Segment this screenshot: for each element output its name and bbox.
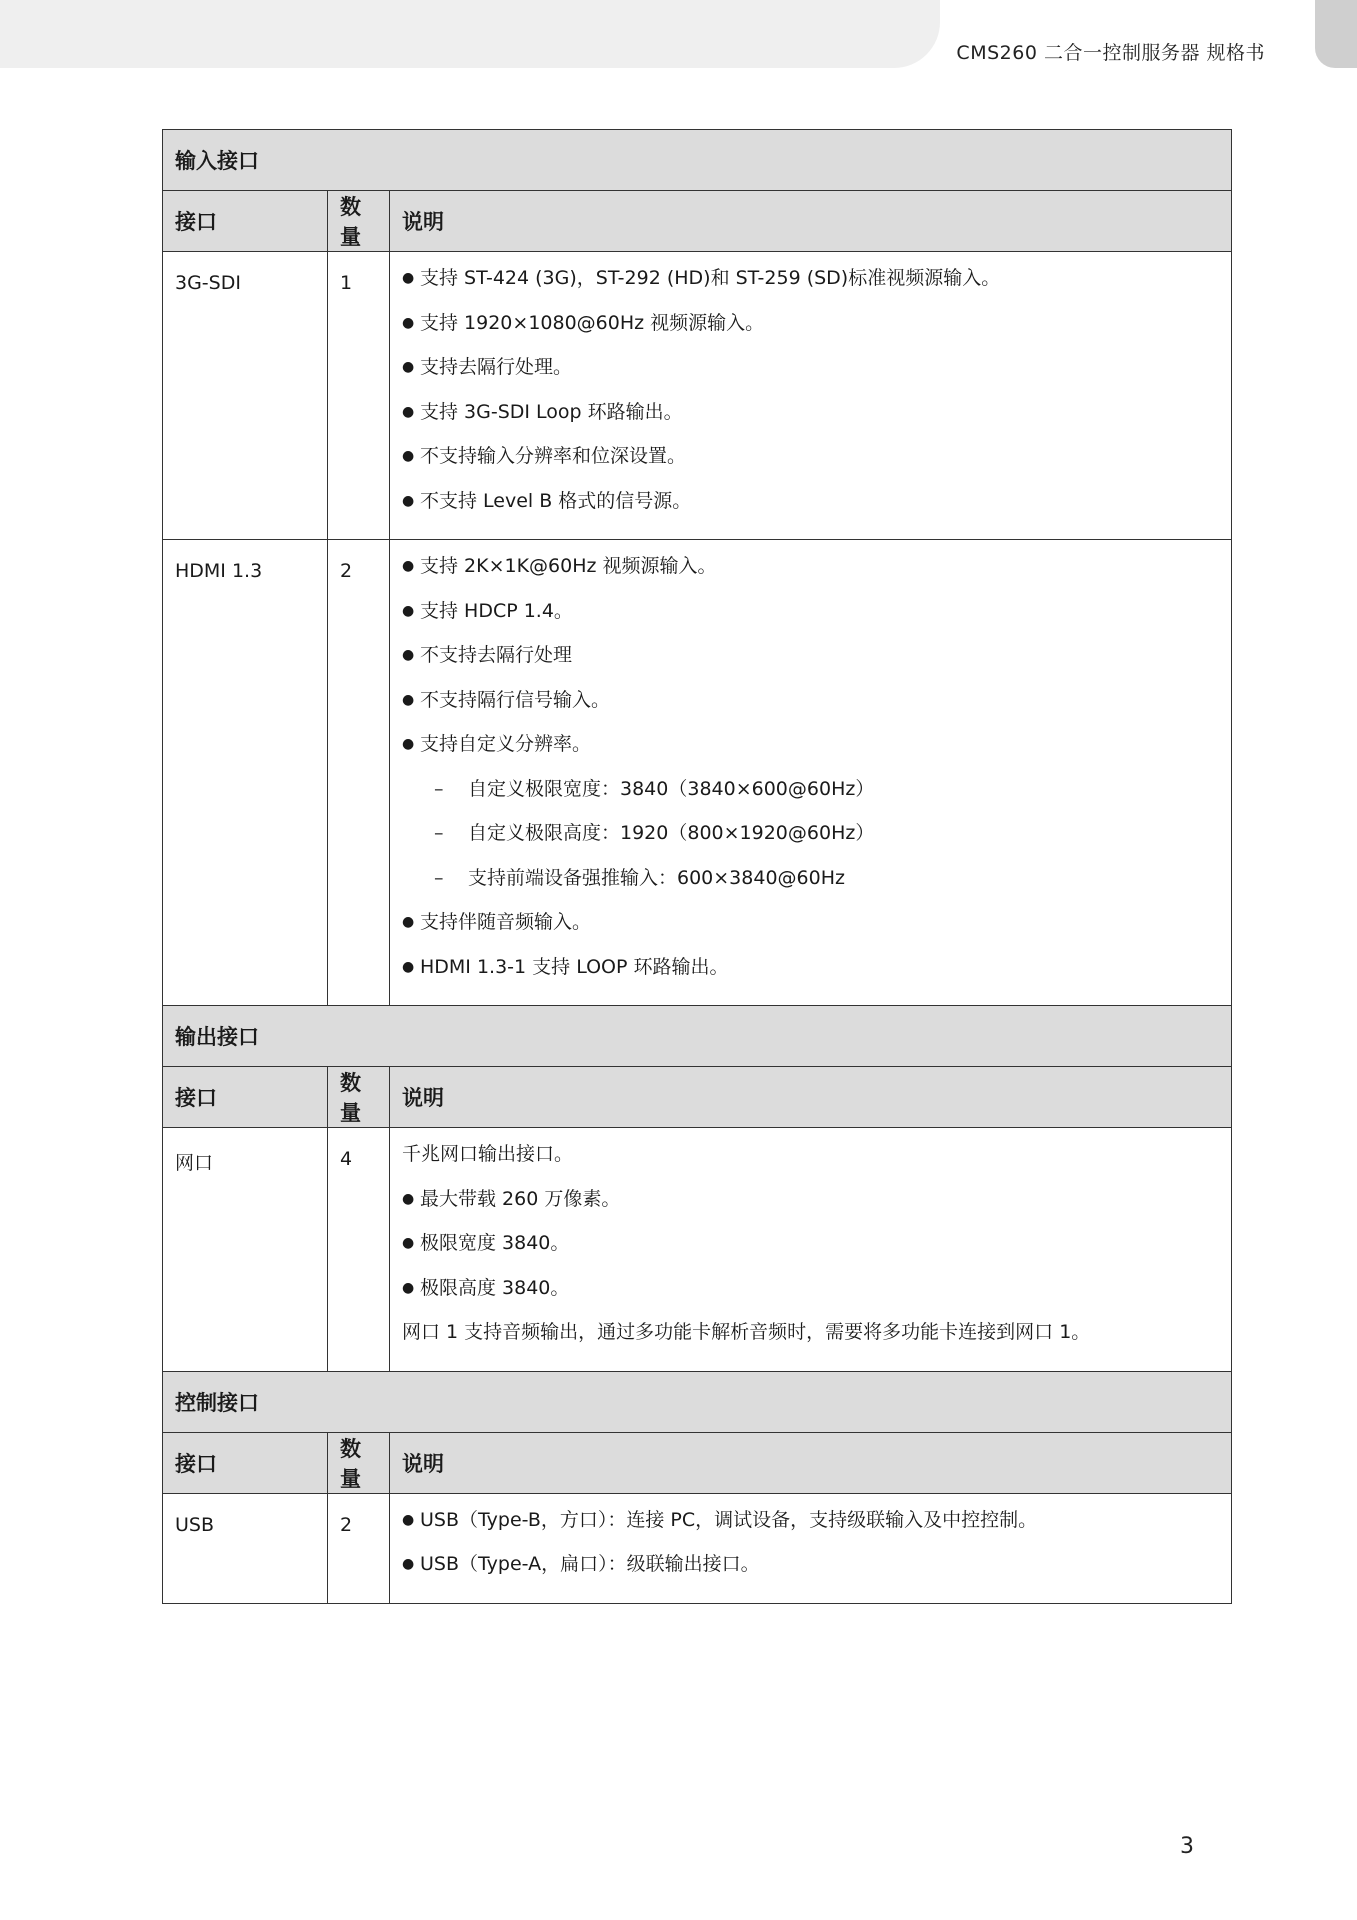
port-name: 3G-SDI xyxy=(163,252,328,540)
bullet-icon: ● xyxy=(402,1511,415,1528)
port-name: 网口 xyxy=(163,1128,328,1372)
description-text: 支持 1920×1080@60Hz 视频源输入。 xyxy=(420,311,765,334)
description-line xyxy=(402,1318,1219,1363)
description-line xyxy=(402,1140,1219,1185)
description-line xyxy=(402,353,1219,398)
description-text: 不支持 Level B 格式的信号源。 xyxy=(420,489,692,512)
bullet-icon: ● xyxy=(402,1279,415,1296)
description-text: 支持 2K×1K@60Hz 视频源输入。 xyxy=(420,555,717,577)
description-text: 网口 1 支持音频输出，通过多功能卡解析音频时，需要将多功能卡连接到网口 1。 xyxy=(402,1321,1091,1343)
description-text: 支持自定义分辨率。 xyxy=(420,733,592,755)
description-text: 自定义极限高度：1920（800×1920@60Hz） xyxy=(468,822,875,844)
description-line xyxy=(402,264,1219,309)
port-quantity: 4 xyxy=(328,1128,390,1372)
column-header-qty: 数量 xyxy=(328,191,390,252)
port-description xyxy=(390,1493,1232,1603)
description-line xyxy=(402,1274,1219,1319)
table-row xyxy=(163,1493,1232,1603)
section-header-row xyxy=(163,1371,1232,1432)
description-text: 支持 3G-SDI Loop 环路输出。 xyxy=(420,400,683,423)
bullet-icon: ● xyxy=(402,1556,415,1572)
port-quantity: 2 xyxy=(328,540,390,1006)
description-line xyxy=(402,442,1219,487)
description-line xyxy=(402,819,1219,864)
bullet-icon: ● xyxy=(402,914,415,930)
description-text: 支持去隔行处理。 xyxy=(420,356,573,378)
description-line xyxy=(402,398,1219,443)
column-header-row xyxy=(163,1432,1232,1493)
description-text: 最大带载 260 万像素。 xyxy=(420,1187,621,1210)
description-text: 支持前端设备强推输入：600×3840@60Hz xyxy=(468,866,845,889)
description-text: 不支持去隔行处理 xyxy=(420,644,573,666)
bullet-icon: ● xyxy=(402,403,415,420)
bullet-icon: ● xyxy=(402,736,415,752)
spec-table xyxy=(162,129,1232,1604)
table-row xyxy=(163,1128,1232,1372)
port-description xyxy=(390,1128,1232,1372)
description-line xyxy=(402,487,1219,532)
bullet-icon: ● xyxy=(402,647,415,663)
description-text: USB（Type-A，扁口）：级联输出接口。 xyxy=(420,1553,760,1575)
description-line xyxy=(402,309,1219,354)
description-line xyxy=(402,908,1219,953)
description-line xyxy=(402,552,1219,597)
description-text: 支持 ST-424 (3G)，ST-292 (HD)和 ST-259 (SD)标准视频源输入。 xyxy=(420,267,1001,289)
bullet-icon: ● xyxy=(402,691,415,708)
bullet-icon: ● xyxy=(402,492,415,509)
description-line xyxy=(402,597,1219,642)
column-header-port: 接口 xyxy=(163,1067,328,1128)
section-title: 输出接口 xyxy=(163,1006,1232,1067)
bullet-icon: ● xyxy=(402,359,415,375)
bullet-icon: ● xyxy=(402,270,415,286)
description-line xyxy=(402,1506,1219,1551)
port-quantity: 2 xyxy=(328,1493,390,1603)
dash-icon: – xyxy=(434,822,444,844)
header-tab xyxy=(1315,0,1357,68)
page-number: 3 xyxy=(1180,1834,1194,1859)
description-text: 自定义极限宽度：3840（3840×600@60Hz） xyxy=(468,777,875,800)
port-description xyxy=(390,252,1232,540)
description-text: 支持 HDCP 1.4。 xyxy=(420,599,573,622)
table-row xyxy=(163,540,1232,1006)
section-title: 输入接口 xyxy=(163,130,1232,191)
port-name: USB xyxy=(163,1493,328,1603)
table-row xyxy=(163,252,1232,540)
description-line xyxy=(402,686,1219,731)
port-description xyxy=(390,540,1232,1006)
description-text: 极限高度 3840。 xyxy=(420,1276,570,1299)
description-text: USB（Type-B，方口）：连接 PC，调试设备，支持级联输入及中控控制。 xyxy=(420,1508,1038,1531)
dash-icon: – xyxy=(434,866,444,889)
bullet-icon: ● xyxy=(402,558,415,574)
bullet-icon: ● xyxy=(402,1190,415,1207)
bullet-icon: ● xyxy=(402,958,415,975)
column-header-port: 接口 xyxy=(163,191,328,252)
column-header-row xyxy=(163,191,1232,252)
description-line xyxy=(402,953,1219,998)
bullet-icon: ● xyxy=(402,448,415,464)
document-title: CMS260 二合一控制服务器 规格书 xyxy=(956,42,1265,64)
description-line xyxy=(402,1229,1219,1274)
description-line xyxy=(402,775,1219,820)
description-text: HDMI 1.3-1 支持 LOOP 环路输出。 xyxy=(420,955,729,978)
column-header-desc: 说明 xyxy=(390,1432,1232,1493)
column-header-qty: 数量 xyxy=(328,1067,390,1128)
section-header-row xyxy=(163,130,1232,191)
column-header-desc: 说明 xyxy=(390,1067,1232,1128)
column-header-row xyxy=(163,1067,1232,1128)
description-line xyxy=(402,641,1219,686)
description-text: 千兆网口输出接口。 xyxy=(402,1143,574,1165)
description-line xyxy=(402,864,1219,909)
description-text: 支持伴随音频输入。 xyxy=(420,911,592,933)
description-line xyxy=(402,730,1219,775)
description-text: 不支持隔行信号输入。 xyxy=(420,688,611,711)
bullet-icon: ● xyxy=(402,314,415,331)
description-text: 不支持输入分辨率和位深设置。 xyxy=(420,445,687,467)
description-line xyxy=(402,1550,1219,1595)
column-header-desc: 说明 xyxy=(390,191,1232,252)
description-line xyxy=(402,1185,1219,1230)
section-title: 控制接口 xyxy=(163,1371,1232,1432)
header-band xyxy=(0,0,940,68)
description-text: 极限宽度 3840。 xyxy=(420,1232,570,1254)
column-header-qty: 数量 xyxy=(328,1432,390,1493)
bullet-icon: ● xyxy=(402,602,415,619)
port-name: HDMI 1.3 xyxy=(163,540,328,1006)
column-header-port: 接口 xyxy=(163,1432,328,1493)
port-quantity: 1 xyxy=(328,252,390,540)
section-header-row xyxy=(163,1006,1232,1067)
bullet-icon: ● xyxy=(402,1235,415,1251)
dash-icon: – xyxy=(434,777,444,800)
